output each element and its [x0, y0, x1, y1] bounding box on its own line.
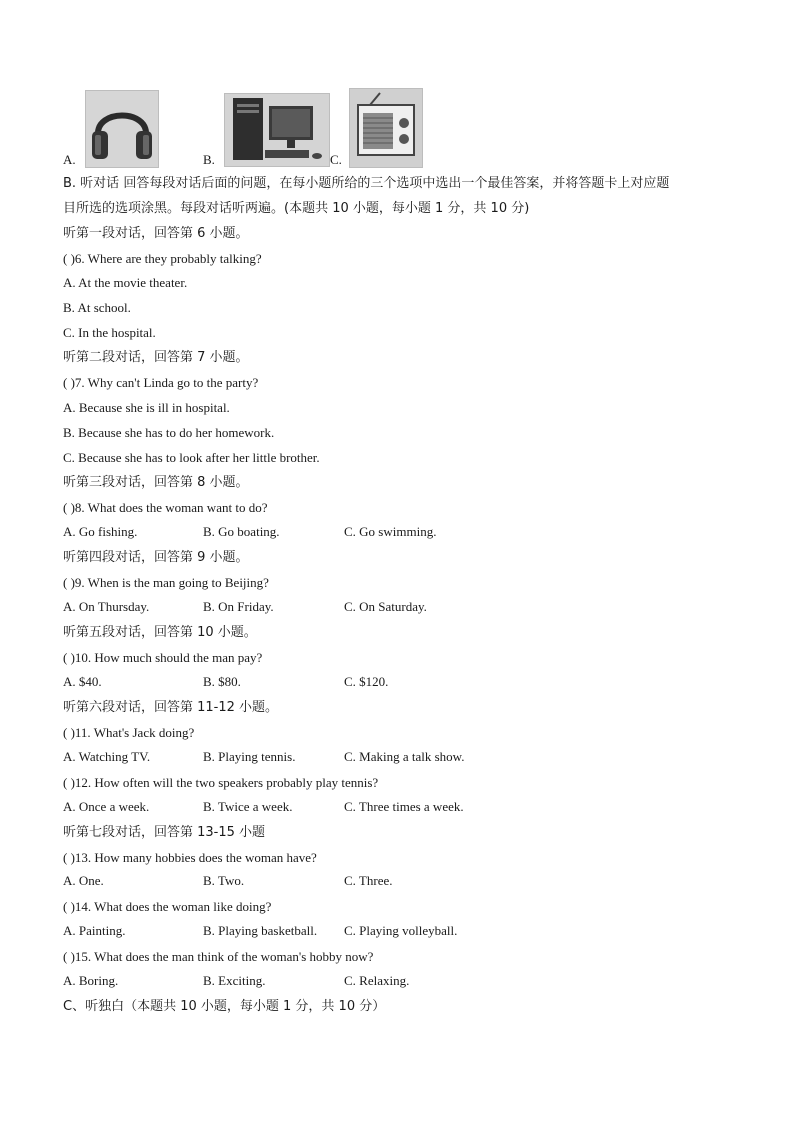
question-15-option-b: B. Exciting. — [203, 973, 266, 988]
question-15-options — [63, 973, 763, 991]
dialogue-1-header: 听第一段对话，回答第 6 小题。 — [63, 226, 249, 241]
question-11-option-b: B. Playing tennis. — [203, 749, 296, 764]
question-13-option-a: A. One. — [63, 873, 104, 888]
question-12-option-a: A. Once a week. — [63, 799, 150, 814]
question-15: ( )15. What does the man think of the woman's hobby now? — [63, 949, 374, 964]
question-9-option-a: A. On Thursday. — [63, 599, 150, 614]
question-12-option-b: B. Twice a week. — [203, 799, 293, 814]
question-13-options — [63, 873, 763, 891]
question-10-option-c: C. $120. — [344, 674, 389, 689]
question-9-options — [63, 599, 763, 617]
question-8-option-b: B. Go boating. — [203, 524, 280, 539]
headphones-icon — [85, 90, 159, 168]
question-12: ( )12. How often will the two speakers probably play tennis? — [63, 775, 379, 790]
question-15-option-c: C. Relaxing. — [344, 973, 410, 988]
question-9: ( )9. When is the man going to Beijing? — [63, 575, 269, 590]
question-13-option-c: C. Three. — [344, 873, 393, 888]
question-15-option-a: A. Boring. — [63, 973, 119, 988]
option-c-label: C. — [330, 152, 342, 167]
dialogue-5-header: 听第五段对话，回答第 10 小题。 — [63, 625, 257, 640]
question-6-option-a: A. At the movie theater. — [63, 275, 188, 290]
section-b-instruction-line2: 目所选的选项涂黑。每段对话听两遍。(本题共 10 小题，每小题 1 分，共 10 分) — [63, 201, 530, 216]
question-14: ( )14. What does the woman like doing? — [63, 899, 272, 914]
question-12-options — [63, 799, 763, 817]
dialogue-3-header: 听第三段对话，回答第 8 小题。 — [63, 475, 249, 490]
question-12-option-c: C. Three times a week. — [344, 799, 464, 814]
question-11-options — [63, 749, 763, 767]
picture-options — [63, 86, 483, 168]
question-14-options — [63, 923, 763, 941]
section-b-instruction-line1: B. 听对话 回答每段对话后面的问题，在每小题所给的三个选项中选出一个最佳答案，并将答题卡上对应题 — [63, 176, 670, 191]
dialogue-6-header: 听第六段对话，回答第 11-12 小题。 — [63, 700, 279, 715]
question-14-option-a: A. Painting. — [63, 923, 126, 938]
question-8: ( )8. What does the woman want to do? — [63, 500, 268, 515]
question-10-option-b: B. $80. — [203, 674, 241, 689]
question-8-option-c: C. Go swimming. — [344, 524, 437, 539]
question-11: ( )11. What's Jack doing? — [63, 725, 195, 740]
question-10-options — [63, 674, 763, 692]
question-6-option-c: C. In the hospital. — [63, 325, 156, 340]
question-7-option-c: C. Because she has to look after her little brother. — [63, 450, 320, 465]
question-9-option-b: B. On Friday. — [203, 599, 274, 614]
question-14-option-c: C. Playing volleyball. — [344, 923, 458, 938]
question-13: ( )13. How many hobbies does the woman have? — [63, 850, 317, 865]
question-8-option-a: A. Go fishing. — [63, 524, 138, 539]
question-9-option-c: C. On Saturday. — [344, 599, 427, 614]
question-13-option-b: B. Two. — [203, 873, 245, 888]
computer-icon — [224, 93, 330, 167]
question-10: ( )10. How much should the man pay? — [63, 650, 263, 665]
question-11-option-c: C. Making a talk show. — [344, 749, 465, 764]
question-10-option-a: A. $40. — [63, 674, 102, 689]
dialogue-4-header: 听第四段对话，回答第 9 小题。 — [63, 550, 249, 565]
dialogue-7-header: 听第七段对话，回答第 13-15 小题 — [63, 825, 266, 840]
option-a-label: A. — [63, 152, 76, 167]
question-6-option-b: B. At school. — [63, 300, 131, 315]
question-11-option-a: A. Watching TV. — [63, 749, 151, 764]
question-14-option-b: B. Playing basketball. — [203, 923, 318, 938]
radio-icon — [349, 88, 423, 168]
question-7: ( )7. Why can't Linda go to the party? — [63, 375, 259, 390]
question-7-option-b: B. Because she has to do her homework. — [63, 425, 275, 440]
dialogue-2-header: 听第二段对话，回答第 7 小题。 — [63, 350, 249, 365]
question-7-option-a: A. Because she is ill in hospital. — [63, 400, 230, 415]
question-6: ( )6. Where are they probably talking? — [63, 251, 262, 266]
option-b-label: B. — [203, 152, 215, 167]
question-8-options — [63, 524, 763, 542]
section-c-title: C、听独白（本题共 10 小题，每小题 1 分，共 10 分） — [63, 999, 386, 1014]
